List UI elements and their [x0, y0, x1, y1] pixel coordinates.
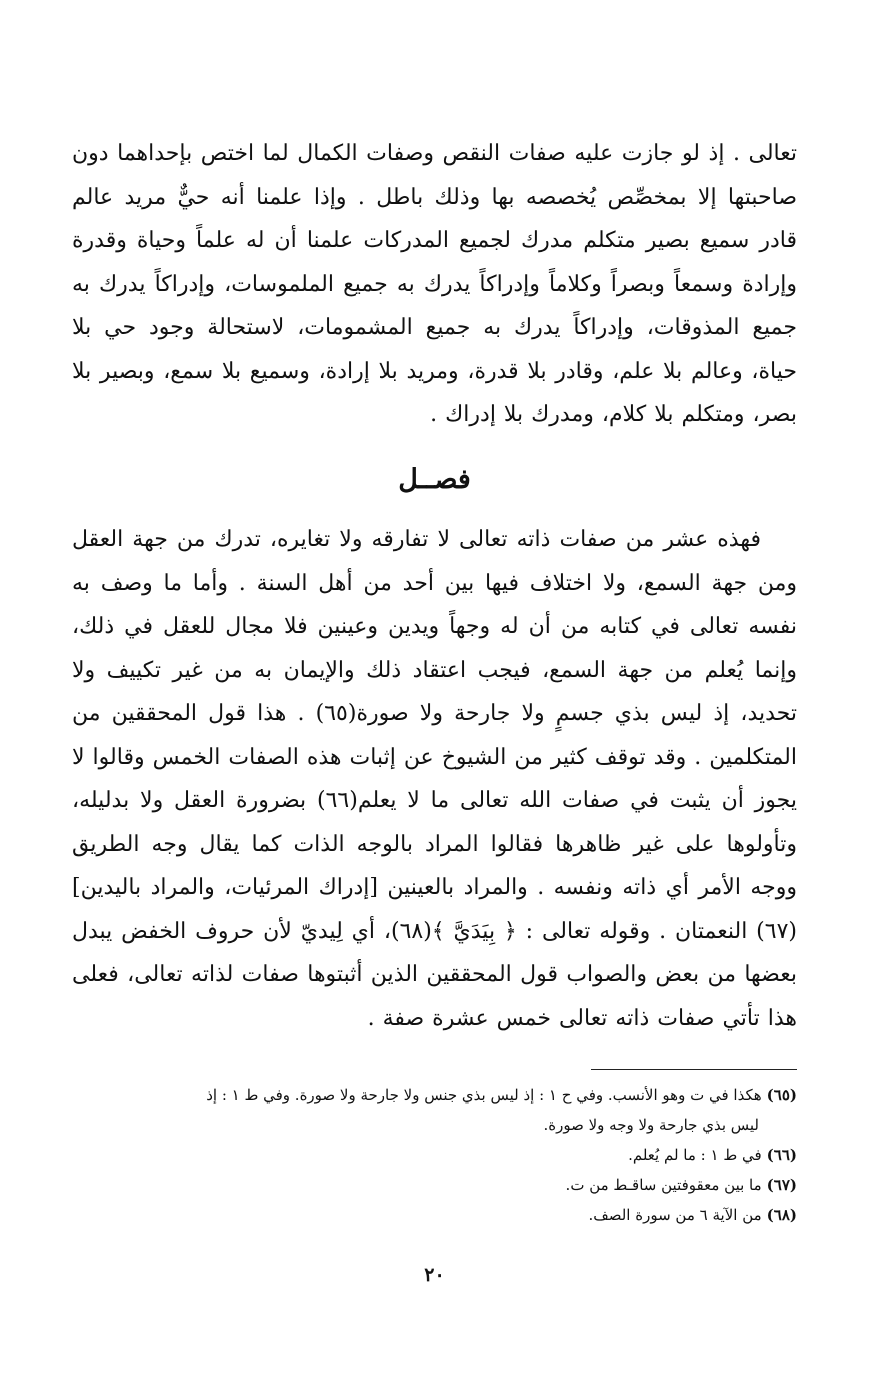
footnote-item — [72, 1080, 797, 1140]
footnote-item — [72, 1140, 797, 1170]
body-paragraph-1: تعالى . إذ لو جازت عليه صفات النقص وصفات الكمال لما اختص بإحداهما دون صاحبتها إلا بمخصِّص يُخصصه بها وذلك باطل . وإذا علمنا أنه حيٌّ مريد عالم قادر سميع بصير متكلم مدرك لجميع المدركات علمنا أن له علماً وحياة وقدرة وإرادة وسمعاً وبصراً وكلاماً وإدراكاً يدرك به جميع الملموسات، وإدراكاً يدرك به جميع المذوقات، وإدراكاً يدرك به جميع المشمومات، لاستحالة وجود حي بلا حياة، وعالم بلا علم، وقادر بلا قدرة، ومريد بلا إرادة، وسميع بلا سمع، وبصير بلا بصر، ومتكلم بلا كلام، ومدرك بلا إدراك . — [72, 141, 797, 427]
footnote-text: في ط ١ : ما لم يُعلم. — [628, 1146, 762, 1164]
book-page — [72, 0, 797, 1393]
section-heading: فصــل — [398, 464, 471, 495]
footnote-number: (٦٨) — [766, 1206, 797, 1224]
footnote-text: ما بين معقوفتين ساقـط من ت. — [565, 1176, 762, 1194]
footnote-text: هكذا في ت وهو الأنسب. وفي ح ١ : إذ ليس بذي جنس ولا جارحة ولا صورة. وفي ط ١ : إذ — [206, 1086, 762, 1104]
page-number: ٢٠ — [424, 1264, 445, 1286]
footnotes-list — [72, 1080, 797, 1230]
footnote-separator — [591, 1069, 797, 1070]
footnote-text: من الآية ٦ من سورة الصف. — [588, 1206, 762, 1224]
footnote-item — [72, 1170, 797, 1200]
footnote-text-continued: ليس بذي جارحة ولا وجه ولا صورة. — [543, 1116, 759, 1134]
footnote-number: (٦٦) — [766, 1146, 797, 1164]
body-paragraph-2: فهذه عشر من صفات ذاته تعالى لا تفارقه ولا تغايره، تدرك من جهة العقل ومن جهة السمع، ولا اختلاف فيها بين أحد من أهل السنة . وأما ما وصف به نفسه تعالى في كتابه من أن له وجهاً ويدين وعينين فلا مجال للعقل في ذلك، وإنما يُعلم من جهة السمع، فيجب اعتقاد ذلك والإيمان به من غير تكييف ولا تحديد، إذ ليس بذي جسمٍ ولا جارحة ولا صورة(٦٥) . هذا قول المحققين من المتكلمين . وقد توقف كثير من الشيوخ عن إثبات هذه الصفات الخمس وقالوا لا يجوز أن يثبت في صفات الله تعالى ما لا يعلم(٦٦) بضرورة العقل ولا بدليله، وتأولوها على غير ظاهرها فقالوا المراد بالوجه الذات كما يقال وجه الطريق ووجه الأمر أي ذاته ونفسه . والمراد بالعينين [إدراك المرئيات، والمراد باليدين](٦٧) النعمتان . وقوله تعالى : ﴿ بِيَدَيَّ ﴾(٦٨)، أي لِيديّ لأن حروف الخفض يبدل بعضها من بعض والصواب قول المحققين الذين أثبتوها صفات لذاته تعالى، فعلى هذا تأتي صفات ذاته تعالى خمس عشرة صفة . — [72, 527, 797, 1031]
footnote-item — [72, 1200, 797, 1230]
footnote-number: (٦٧) — [766, 1176, 797, 1194]
footnote-number: (٦٥) — [766, 1086, 797, 1104]
